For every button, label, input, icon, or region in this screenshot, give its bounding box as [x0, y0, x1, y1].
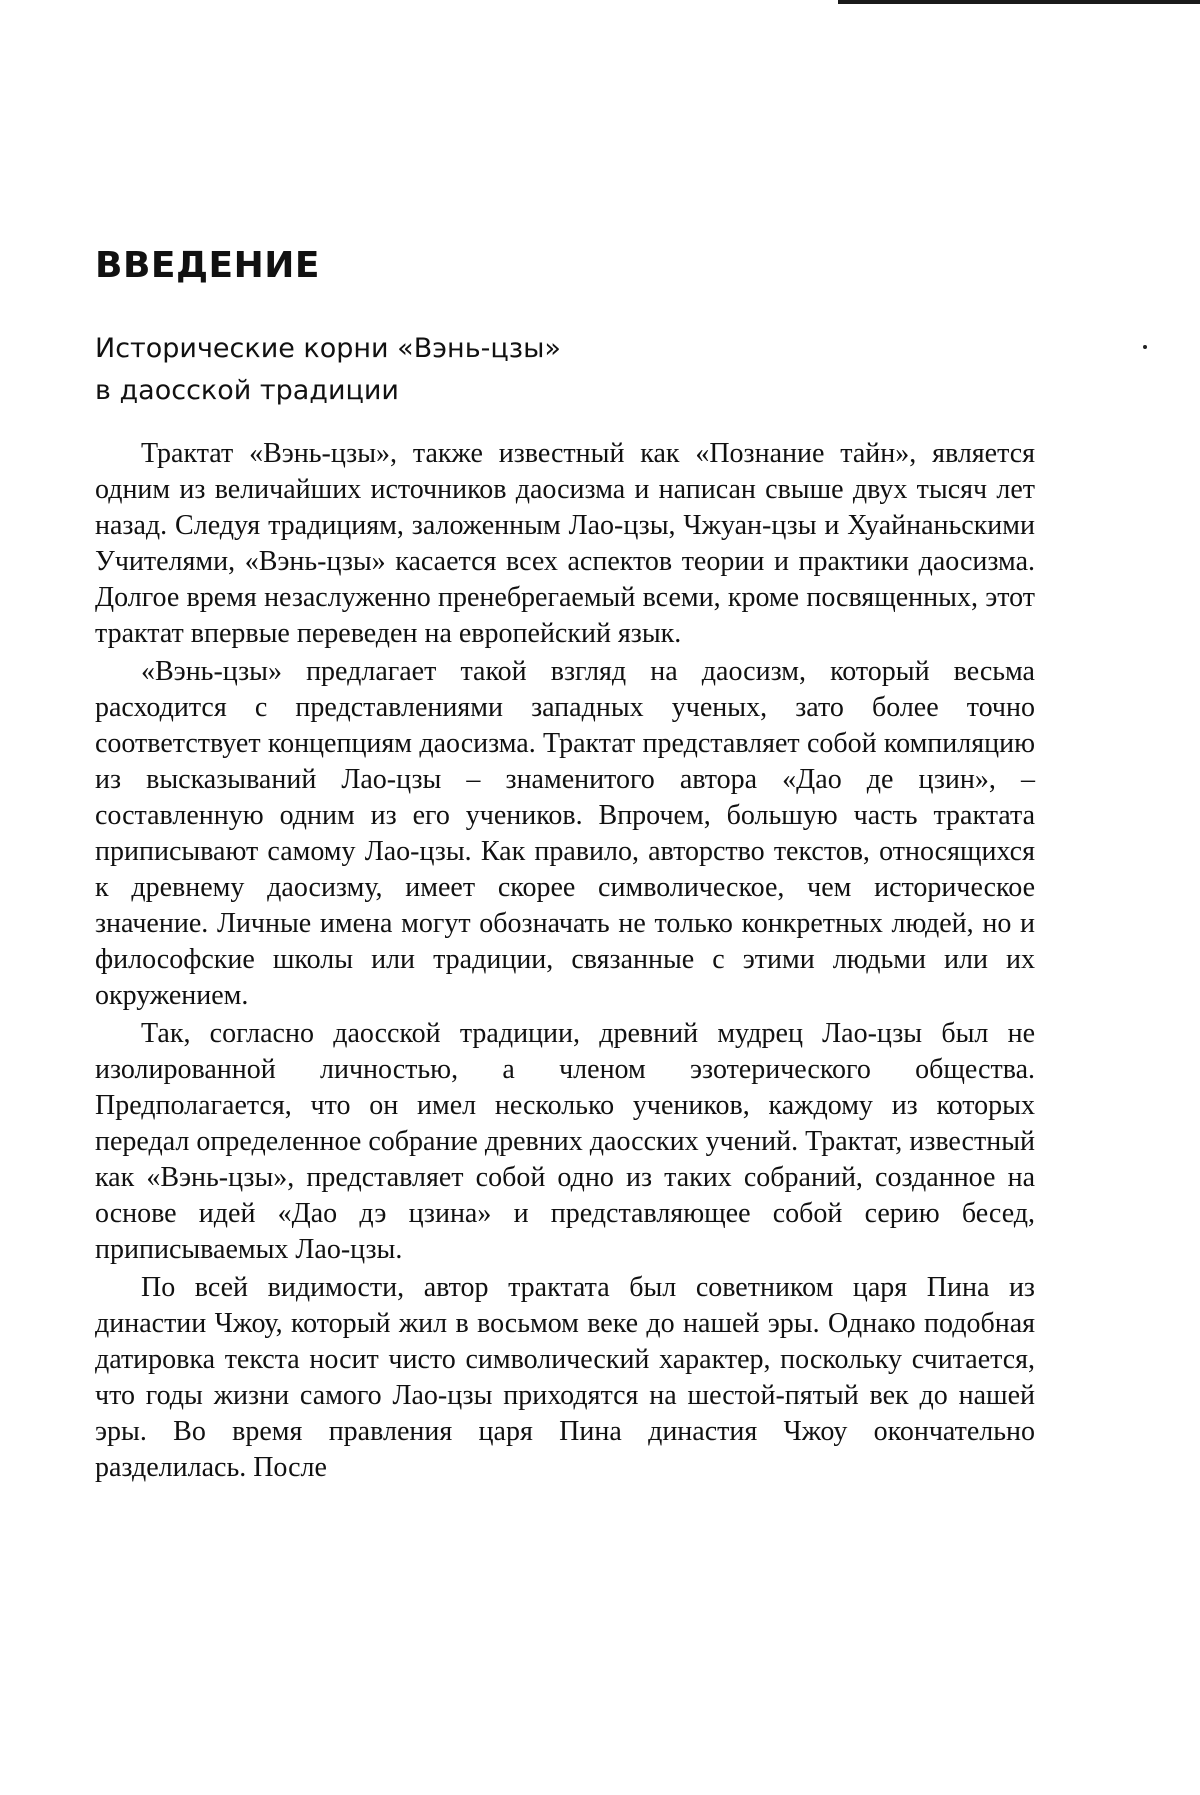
- page-body: [95, 244, 1035, 1488]
- section-title: [95, 328, 1035, 412]
- print-speck: [1143, 345, 1147, 349]
- paragraph: Трактат «Вэнь-цзы», также известный как «Познание тайн», является одним из величайших источников даосизма и написан свыше двух тысяч лет назад. Следуя традициям, заложенным Лао-цзы, Чжуан-цзы и Хуайнаньскими Учителями, «Вэнь-цзы» касается всех аспектов теории и практики даосизма. Долгое время незаслуженно пренебрегаемый всеми, кроме посвященных, этот трактат впервые переведен на европейский язык.: [95, 438, 1035, 649]
- body-text: [95, 436, 1035, 1486]
- chapter-title: ВВЕДЕНИЕ: [95, 245, 320, 286]
- paragraph: «Вэнь-цзы» предлагает такой взгляд на даосизм, который весьма расходится с представлениями западных ученых, зато более точно соответствует концепциям даосизма. Трактат представляет собой компиляцию из высказываний Лао-цзы – знаменитого автора «Дао де цзин», – составленную одним из его учеников. Впрочем, большую часть трактата приписывают самому Лао-цзы. Как правило, авторство текстов, относящихся к древнему даосизму, имеет скорее символическое, чем историческое значение. Личные имена могут обозначать не только конкретных людей, но и философские школы или традиции, связанные с этими людьми или их окружением.: [95, 656, 1035, 1011]
- section-title-line-1: Исторические корни «Вэнь-цзы»: [95, 333, 561, 364]
- paragraph: По всей видимости, автор трактата был советником царя Пина из династии Чжоу, который жил в восьмом веке до нашей эры. Однако подобная датировка текста носит чисто символический характер, поскольку считается, что годы жизни самого Лао-цзы приходятся на шестой-пятый век до нашей эры. Во время правления царя Пина династия Чжоу окончательно разделилась. После: [95, 1272, 1035, 1483]
- paragraph: Так, согласно даосской традиции, древний мудрец Лао-цзы был не изолированной личностью, а членом эзотерического общества. Предполагается, что он имел несколько учеников, каждому из которых передал определенное собрание древних даосских учений. Трактат, известный как «Вэнь-цзы», представляет собой одно из таких собраний, созданное на основе идей «Дао дэ цзина» и представляющее собой серию бесед, приписываемых Лао-цзы.: [95, 1018, 1035, 1265]
- top-edge-rule: [838, 0, 1200, 4]
- section-title-line-2: в даосской традиции: [95, 375, 399, 406]
